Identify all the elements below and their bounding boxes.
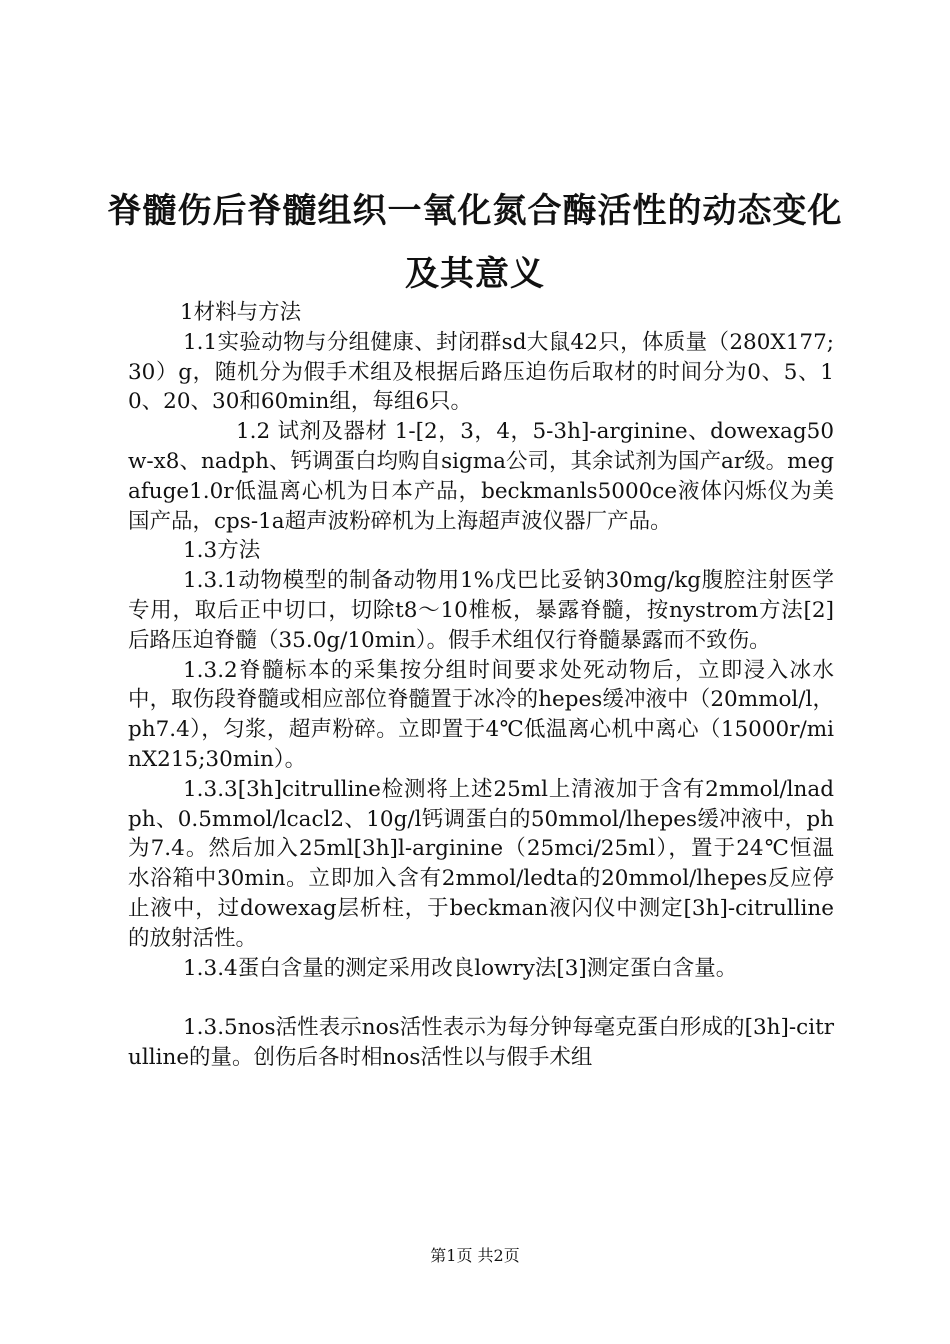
section-heading-1: 1材料与方法 xyxy=(180,300,302,325)
paragraph-1-3-3: 1.3.3[3h]citrulline检测将上述25ml上清液加于含有2mmol/lnadph、0.5mmol/lcacl2、10g/l钙调蛋白的50mmol/lhepes缓冲液中，ph为7.4。然后加入25ml[3h]l-arginine（25mci/25ml），置于24℃恒温水浴箱中30min。立即加入含有2mmol/ledta的20mmol/lhepes反应停止液中，过dowexag层析柱，于beckman液闪仪中测定[3h]-citrulline的放射活性。 xyxy=(128,776,834,951)
paragraph-1-3-1: 1.3.1动物模型的制备动物用1%戊巴比妥钠30mg/kg腹腔注射医学专用，取后正中切口，切除t8～10椎板，暴露脊髓，按nystrom方法[2]后路压迫脊髓（35.0g/10min）。假手术组仅行脊髓暴露而不致伤。 xyxy=(128,568,834,653)
paragraph-1-3-2: 1.3.2脊髓标本的采集按分组时间要求处死动物后，立即浸入冰水中，取伤段脊髓或相应部位脊髓置于冰冷的hepes缓冲液中（20mmol/l，ph7.4），匀浆，超声粉碎。立即置于4℃低温离心机中离心（15000r/minX215;30min）。 xyxy=(128,657,834,772)
section-heading-1-3: 1.3方法 xyxy=(183,538,261,564)
paragraph-1-2: 1.2 试剂及器材 1-[2，3，4，5-3h]-arginine、dowexag50w-x8、nadph、钙调蛋白均购自sigma公司，其余试剂为国产ar级。megafuge1.0r低温离心机为日本产品，beckmanls5000ce液体闪烁仪为美国产品，cps-1a超声波粉碎机为上海超声波仪器厂产品。 xyxy=(128,419,834,534)
document-title: 脊髓伤后脊髓组织一氧化氮合酶活性的动态变化及其意义 xyxy=(107,191,843,294)
paragraph-1-3-5: 1.3.5nos活性表示nos活性表示为每分钟每毫克蛋白形成的[3h]-citrulline的量。创伤后各时相nos活性以与假手术组 xyxy=(128,1015,834,1070)
paragraph-1-3-4: 1.3.4蛋白含量的测定采用改良lowry法[3]测定蛋白含量。 xyxy=(183,955,738,981)
document-body xyxy=(128,298,834,1073)
paragraph-1-1: 1.1实验动物与分组健康、封闭群sd大鼠42只，体质量（280X177;30）g，随机分为假手术组及根据后路压迫伤后取材的时间分为0、5、10、20、30和60min组，每组6只。 xyxy=(128,329,834,415)
page-footer: 第1页 共2页 xyxy=(430,1246,520,1265)
paragraph-spacer xyxy=(128,983,834,1013)
